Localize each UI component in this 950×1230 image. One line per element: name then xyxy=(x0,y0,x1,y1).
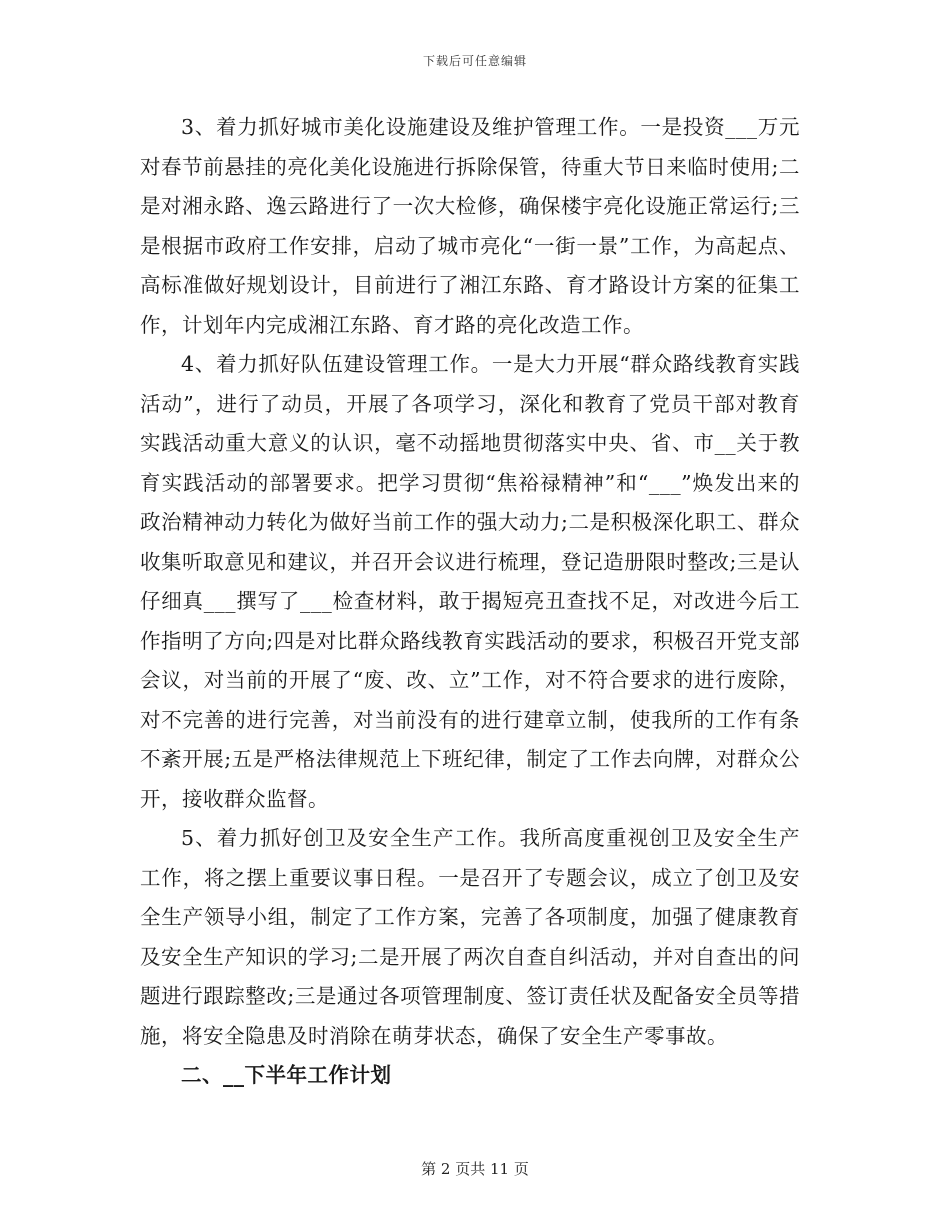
page-number: 第 2 页共 11 页 xyxy=(421,1160,529,1178)
page-header: 下载后可任意编辑 xyxy=(422,54,527,68)
document-body xyxy=(140,108,800,1096)
paragraph-item-4: 4、着力抓好队伍建设管理工作。一是大力开展“群众路线教育实践活动”，进行了动员，开展了各项学习，深化和教育了党员干部对教育实践活动重大意义的认识，毫不动摇地贯彻落实中央、省、市__关于教育实践活动的部署要求。把学习贯彻“焦裕禄精神”和“___”焕发出来的政治精神动力转化为做好当前工作的强大动力;二是积极深化职工、群众收集听取意见和建议，并召开会议进行梳理，登记造册限时整改;三是认仔细真___撰写了___检查材料，敢于揭短亮丑查找不足，对改进今后工作指明了方向;四是对比群众路线教育实践活动的要求，积极召开党支部会议，对当前的开展了“废、改、立”工作，对不符合要求的进行废除，对不完善的进行完善，对当前没有的进行建章立制，使我所的工作有条不紊开展;五是严格法律规范上下班纪律，制定了工作去向牌，对群众公开，接收群众监督。 xyxy=(140,352,800,811)
paragraph-item-3: 3、着力抓好城市美化设施建设及维护管理工作。一是投资___万元对春节前悬挂的亮化美化设施进行拆除保管，待重大节日来临时使用;二是对湘永路、逸云路进行了一次大检修，确保楼宇亮化设施正常运行;三是根据市政府工作安排，启动了城市亮化“一街一景”工作，为高起点、高标准做好规划设计，目前进行了湘江东路、育才路设计方案的征集工作，计划年内完成湘江东路、育才路的亮化改造工作。 xyxy=(140,115,800,337)
paragraph-item-5: 5、着力抓好创卫及安全生产工作。我所高度重视创卫及安全生产工作，将之摆上重要议事日程。一是召开了专题会议，成立了创卫及安全生产领导小组，制定了工作方案，完善了各项制度，加强了健康教育及安全生产知识的学习;二是开展了两次自查自纠活动，并对自查出的问题进行跟踪整改;三是通过各项管理制度、签订责任状及配备安全员等措施，将安全隐患及时消除在萌芽状态，确保了安全生产零事故。 xyxy=(140,826,800,1048)
section-heading: 二、__下半年工作计划 xyxy=(181,1063,392,1087)
